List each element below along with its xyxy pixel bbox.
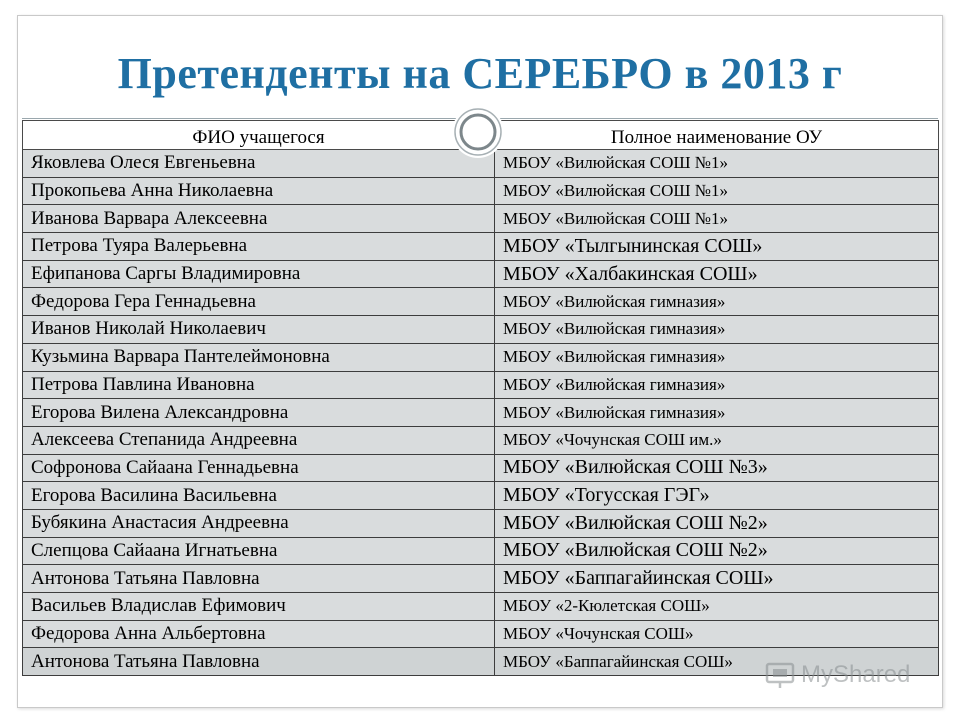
table-row [23,371,939,399]
table-row [23,620,939,648]
school-name-cell: МБОУ «Тогусская ГЭГ» [495,482,939,510]
student-name-cell: Прокопьева Анна Николаевна [23,177,495,205]
student-name-cell: Антонова Татьяна Павловна [23,648,495,676]
school-name-cell: МБОУ «Вилюйская гимназия» [495,399,939,427]
table-row [23,316,939,344]
school-name-cell: МБОУ «Вилюйская СОШ №2» [495,537,939,565]
student-name-cell: Кузьмина Варвара Пантелеймоновна [23,343,495,371]
school-name-cell: МБОУ «2-Кюлетская СОШ» [495,593,939,621]
student-name-cell: Петрова Павлина Ивановна [23,371,495,399]
school-name-cell: МБОУ «Вилюйская гимназия» [495,371,939,399]
presentation-icon [765,660,795,690]
student-name-cell: Васильев Владислав Ефимович [23,593,495,621]
circle-ornament-icon [452,106,504,158]
school-name-cell: МБОУ «Вилюйская СОШ №2» [495,509,939,537]
school-name-cell: МБОУ «Тылгынинская СОШ» [495,233,939,261]
school-name-cell: МБОУ «Вилюйская СОШ №1» [495,150,939,178]
watermark-text: MyShared [801,661,911,688]
student-name-cell: Егорова Василина Васильевна [23,482,495,510]
table-row [23,482,939,510]
table-row [23,260,939,288]
student-name-cell: Ефипанова Саргы Владимировна [23,260,495,288]
student-name-cell: Антонова Татьяна Павловна [23,565,495,593]
school-name-cell: МБОУ «Вилюйская СОШ №1» [495,205,939,233]
student-name-cell: Егорова Вилена Александровна [23,399,495,427]
student-name-cell: Петрова Туяра Валерьевна [23,233,495,261]
student-name-cell: Слепцова Сайаана Игнатьевна [23,537,495,565]
student-name-cell: Иванов Николай Николаевич [23,316,495,344]
school-name-cell: МБОУ «Халбакинская СОШ» [495,260,939,288]
school-name-cell: МБОУ «Вилюйская СОШ №3» [495,454,939,482]
school-name-cell: МБОУ «Вилюйская гимназия» [495,288,939,316]
table-row [23,537,939,565]
student-name-cell: Софронова Сайаана Геннадьевна [23,454,495,482]
school-name-cell: МБОУ «Баппагайинская СОШ» [495,565,939,593]
table-row [23,177,939,205]
header-school-name: Полное наименование ОУ [495,121,939,150]
student-name-cell: Федорова Гера Геннадьевна [23,288,495,316]
student-name-cell: Бубякина Анастасия Андреевна [23,509,495,537]
school-name-cell: МБОУ «Чочунская СОШ» [495,620,939,648]
student-name-cell: Федорова Анна Альбертовна [23,620,495,648]
table-row [23,205,939,233]
slide-title: Претенденты на СЕРЕБРО в 2013 г [117,49,843,98]
table-row [23,343,939,371]
table-row [23,509,939,537]
student-name-cell: Яковлева Олеся Евгеньевна [23,150,495,178]
table-row [23,565,939,593]
table-row [23,233,939,261]
school-name-cell: МБОУ «Вилюйская гимназия» [495,316,939,344]
candidates-table [22,120,939,676]
watermark [765,655,910,695]
table-row [23,454,939,482]
table-row [23,593,939,621]
school-name-cell: МБОУ «Баппагайинская СОШ» [495,648,939,676]
student-name-cell: Иванова Варвара Алексеевна [23,205,495,233]
table-row [23,426,939,454]
school-name-cell: МБОУ «Вилюйская СОШ №1» [495,177,939,205]
school-name-cell: МБОУ «Чочунская СОШ им.» [495,426,939,454]
table-row [23,399,939,427]
student-name-cell: Алексеева Степанида Андреевна [23,426,495,454]
table-row [23,288,939,316]
table-body [23,150,939,676]
school-name-cell: МБОУ «Вилюйская гимназия» [495,343,939,371]
header-student-name: ФИО учащегося [23,121,495,150]
